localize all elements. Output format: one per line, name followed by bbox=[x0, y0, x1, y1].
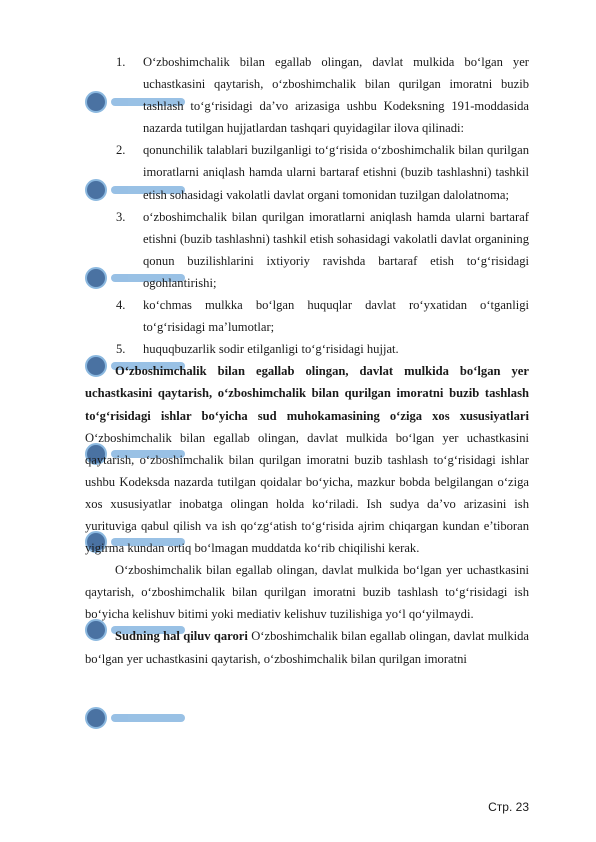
document-body bbox=[85, 51, 529, 670]
list-item bbox=[85, 294, 529, 338]
list-number: 2. bbox=[116, 143, 126, 158]
paragraph-text: O‘zboshimchalik bilan egallab olingan, davlat mulkida bo‘lgan yer uchastkasini qaytarish, o‘zboshimchalik bilan qurilgan imoratni buzib tashlash to‘g‘risidagi ishlar ushbu Kodeksda nazarda tutilgan qoidalar bo‘yicha, mazkur bobda belgilangan o‘ziga xos xususiyatlar inobatga olingan holda ko‘riladi. Ish sudya da’vo arizasini ish yurituviga qabul qilish va ish qo‘zg‘atish to‘g‘risida ajrim chiqargan kundan e’tiboran yigirma kundan ortiq bo‘lmagan muddatda ko‘rib chiqilishi kerak. bbox=[85, 430, 529, 556]
list-number: 4. bbox=[116, 298, 126, 313]
list-number: 1. bbox=[116, 55, 126, 69]
list-number: 3. bbox=[116, 209, 126, 224]
list-number: 5. bbox=[116, 342, 126, 357]
page-number: Стр. 23 bbox=[488, 800, 529, 814]
paragraph-text: O‘zboshimchalik bilan egallab olingan, davlat mulkida bo‘lgan yer uchastkasini qaytarish, o‘zboshimchalik bilan qurilgan imoratni buzib tashlash to‘g‘risidagi ish bo‘yicha kelishuv bitimi yoki mediativ kelishuv tuzilishiga yo‘l qo‘yilmaydi. bbox=[85, 563, 529, 622]
section-heading: Sudning hal qiluv qarori bbox=[115, 629, 248, 644]
list-item bbox=[85, 338, 529, 360]
section-paragraph bbox=[85, 360, 529, 559]
paragraph bbox=[85, 559, 529, 625]
list-item bbox=[85, 139, 529, 205]
section-paragraph bbox=[85, 625, 529, 669]
magnifier-logo-icon bbox=[85, 704, 185, 732]
section-heading: O‘zboshimchalik bilan egallab olingan, davlat mulkida bo‘lgan yer uchastkasini qaytarish, o‘zboshimchalik bilan qurilgan imoratni buzib tashlash to‘g‘risidagi ishlar bo‘yicha sud muhokamasining o‘ziga xos xususiyatlari bbox=[85, 364, 529, 423]
list-item bbox=[85, 51, 529, 139]
list-text: qonunchilik talablari buzilganligi to‘g‘risida o‘zboshimchalik bilan qurilgan imoratlarni aniqlash hamda ularni bartaraf etishni (buzib tashlashni) tashkil etish sohasidagi vakolatli davlat organi tomonidan tuzilgan dalolatnoma; bbox=[143, 143, 529, 202]
list-item bbox=[85, 206, 529, 294]
list-text: huquqbuzarlik sodir etilganligi to‘g‘risidagi hujjat. bbox=[143, 342, 399, 357]
list-text: O‘zboshimchalik bilan egallab olingan, davlat mulkida bo‘lgan yer uchastkasini qaytarish, o‘zboshimchalik bilan qurilgan imoratni buzib tashlash to‘g‘risidagi da’vo arizasiga ushbu Kodeksning 191-moddasida nazarda tutilgan hujjatlardan tashqari quyidagilar ilova qilinadi: bbox=[143, 55, 529, 136]
list-text: o‘zboshimchalik bilan qurilgan imoratlarni aniqlash hamda ularni bartaraf etishni (buzib tashlashni) tashkil etish sohasidagi vakolatli davlat organining qonun buzilishlarini ixtiyoriy ravishda bartaraf etish to‘g‘risidagi ogohlantirishi; bbox=[143, 209, 529, 290]
list-text: ko‘chmas mulkka bo‘lgan huquqlar davlat ro‘yxatidan o‘tganligi to‘g‘risidagi ma’lumotlar; bbox=[143, 298, 529, 335]
paragraph-text: O‘zboshimchalik bilan egallab olingan, davlat mulkida bo‘lgan yer uchastkasini qaytarish, o‘zboshimchalik bilan qurilgan imoratni bbox=[85, 629, 530, 666]
